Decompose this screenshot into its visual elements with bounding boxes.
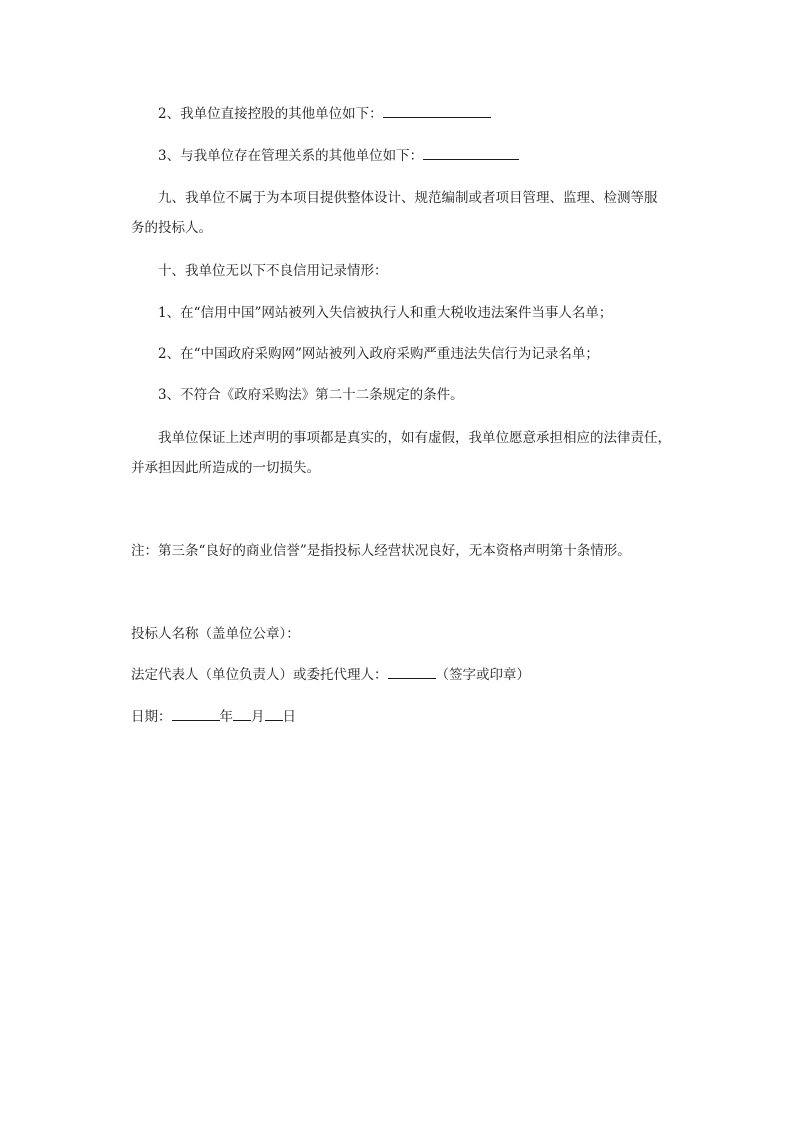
note-text: 注：第三条“良好的商业信誉”是指投标人经营状况良好，无本资格声明第十条情形。 xyxy=(131,543,631,559)
line-text: 并承担因此所造成的一切损失。 xyxy=(131,460,320,476)
signature-line xyxy=(131,624,300,644)
blank-underline xyxy=(423,145,519,160)
note-line xyxy=(131,541,631,561)
paragraph-line xyxy=(158,303,612,323)
paragraph-line xyxy=(158,145,519,166)
line-text: 十、我单位无以下不良信用记录情形： xyxy=(158,263,388,279)
representative-label: 法定代表人（单位负责人）或委托代理人： xyxy=(131,667,388,683)
line-text: 九、我单位不属于为本项目提供整体设计、规范编制或者项目管理、监理、检测等服 xyxy=(158,190,658,206)
line-text: 我单位保证上述声明的事项都是真实的，如有虚假，我单位愿意承担相应的法律责任， xyxy=(158,430,671,446)
representative-suffix: （签字或印章） xyxy=(435,667,530,683)
line-text: 1、在“信用中国”网站被列入失信被执行人和重大税收违法案件当事人名单； xyxy=(158,305,613,321)
bidder-name-label: 投标人名称（盖单位公章）： xyxy=(131,626,300,642)
paragraph-line xyxy=(158,261,388,281)
line-text: 3、不符合《政府采购法》第二十二条规定的条件。 xyxy=(158,387,464,403)
line-text: 2、我单位直接控股的其他单位如下： xyxy=(158,106,383,122)
blank-underline xyxy=(383,103,491,118)
paragraph-line xyxy=(158,428,671,448)
year-label: 年 xyxy=(219,709,233,725)
date-line xyxy=(131,706,296,727)
day-blank xyxy=(265,706,283,721)
day-label: 日 xyxy=(282,709,296,725)
date-label: 日期： xyxy=(131,709,172,725)
paragraph-line xyxy=(131,218,212,238)
signature-blank xyxy=(388,664,436,679)
year-blank xyxy=(172,706,220,721)
paragraph-line xyxy=(158,385,464,405)
paragraph-line xyxy=(158,188,658,208)
line-text: 务的投标人。 xyxy=(131,220,212,236)
signature-line xyxy=(131,664,530,685)
paragraph-line xyxy=(158,344,599,364)
month-blank xyxy=(233,706,251,721)
line-text: 2、在“中国政府采购网”网站被列入政府采购严重违法失信行为记录名单； xyxy=(158,346,599,362)
paragraph-line xyxy=(158,103,491,124)
month-label: 月 xyxy=(251,709,265,725)
paragraph-line xyxy=(131,458,320,478)
line-text: 3、与我单位存在管理关系的其他单位如下： xyxy=(158,148,424,164)
